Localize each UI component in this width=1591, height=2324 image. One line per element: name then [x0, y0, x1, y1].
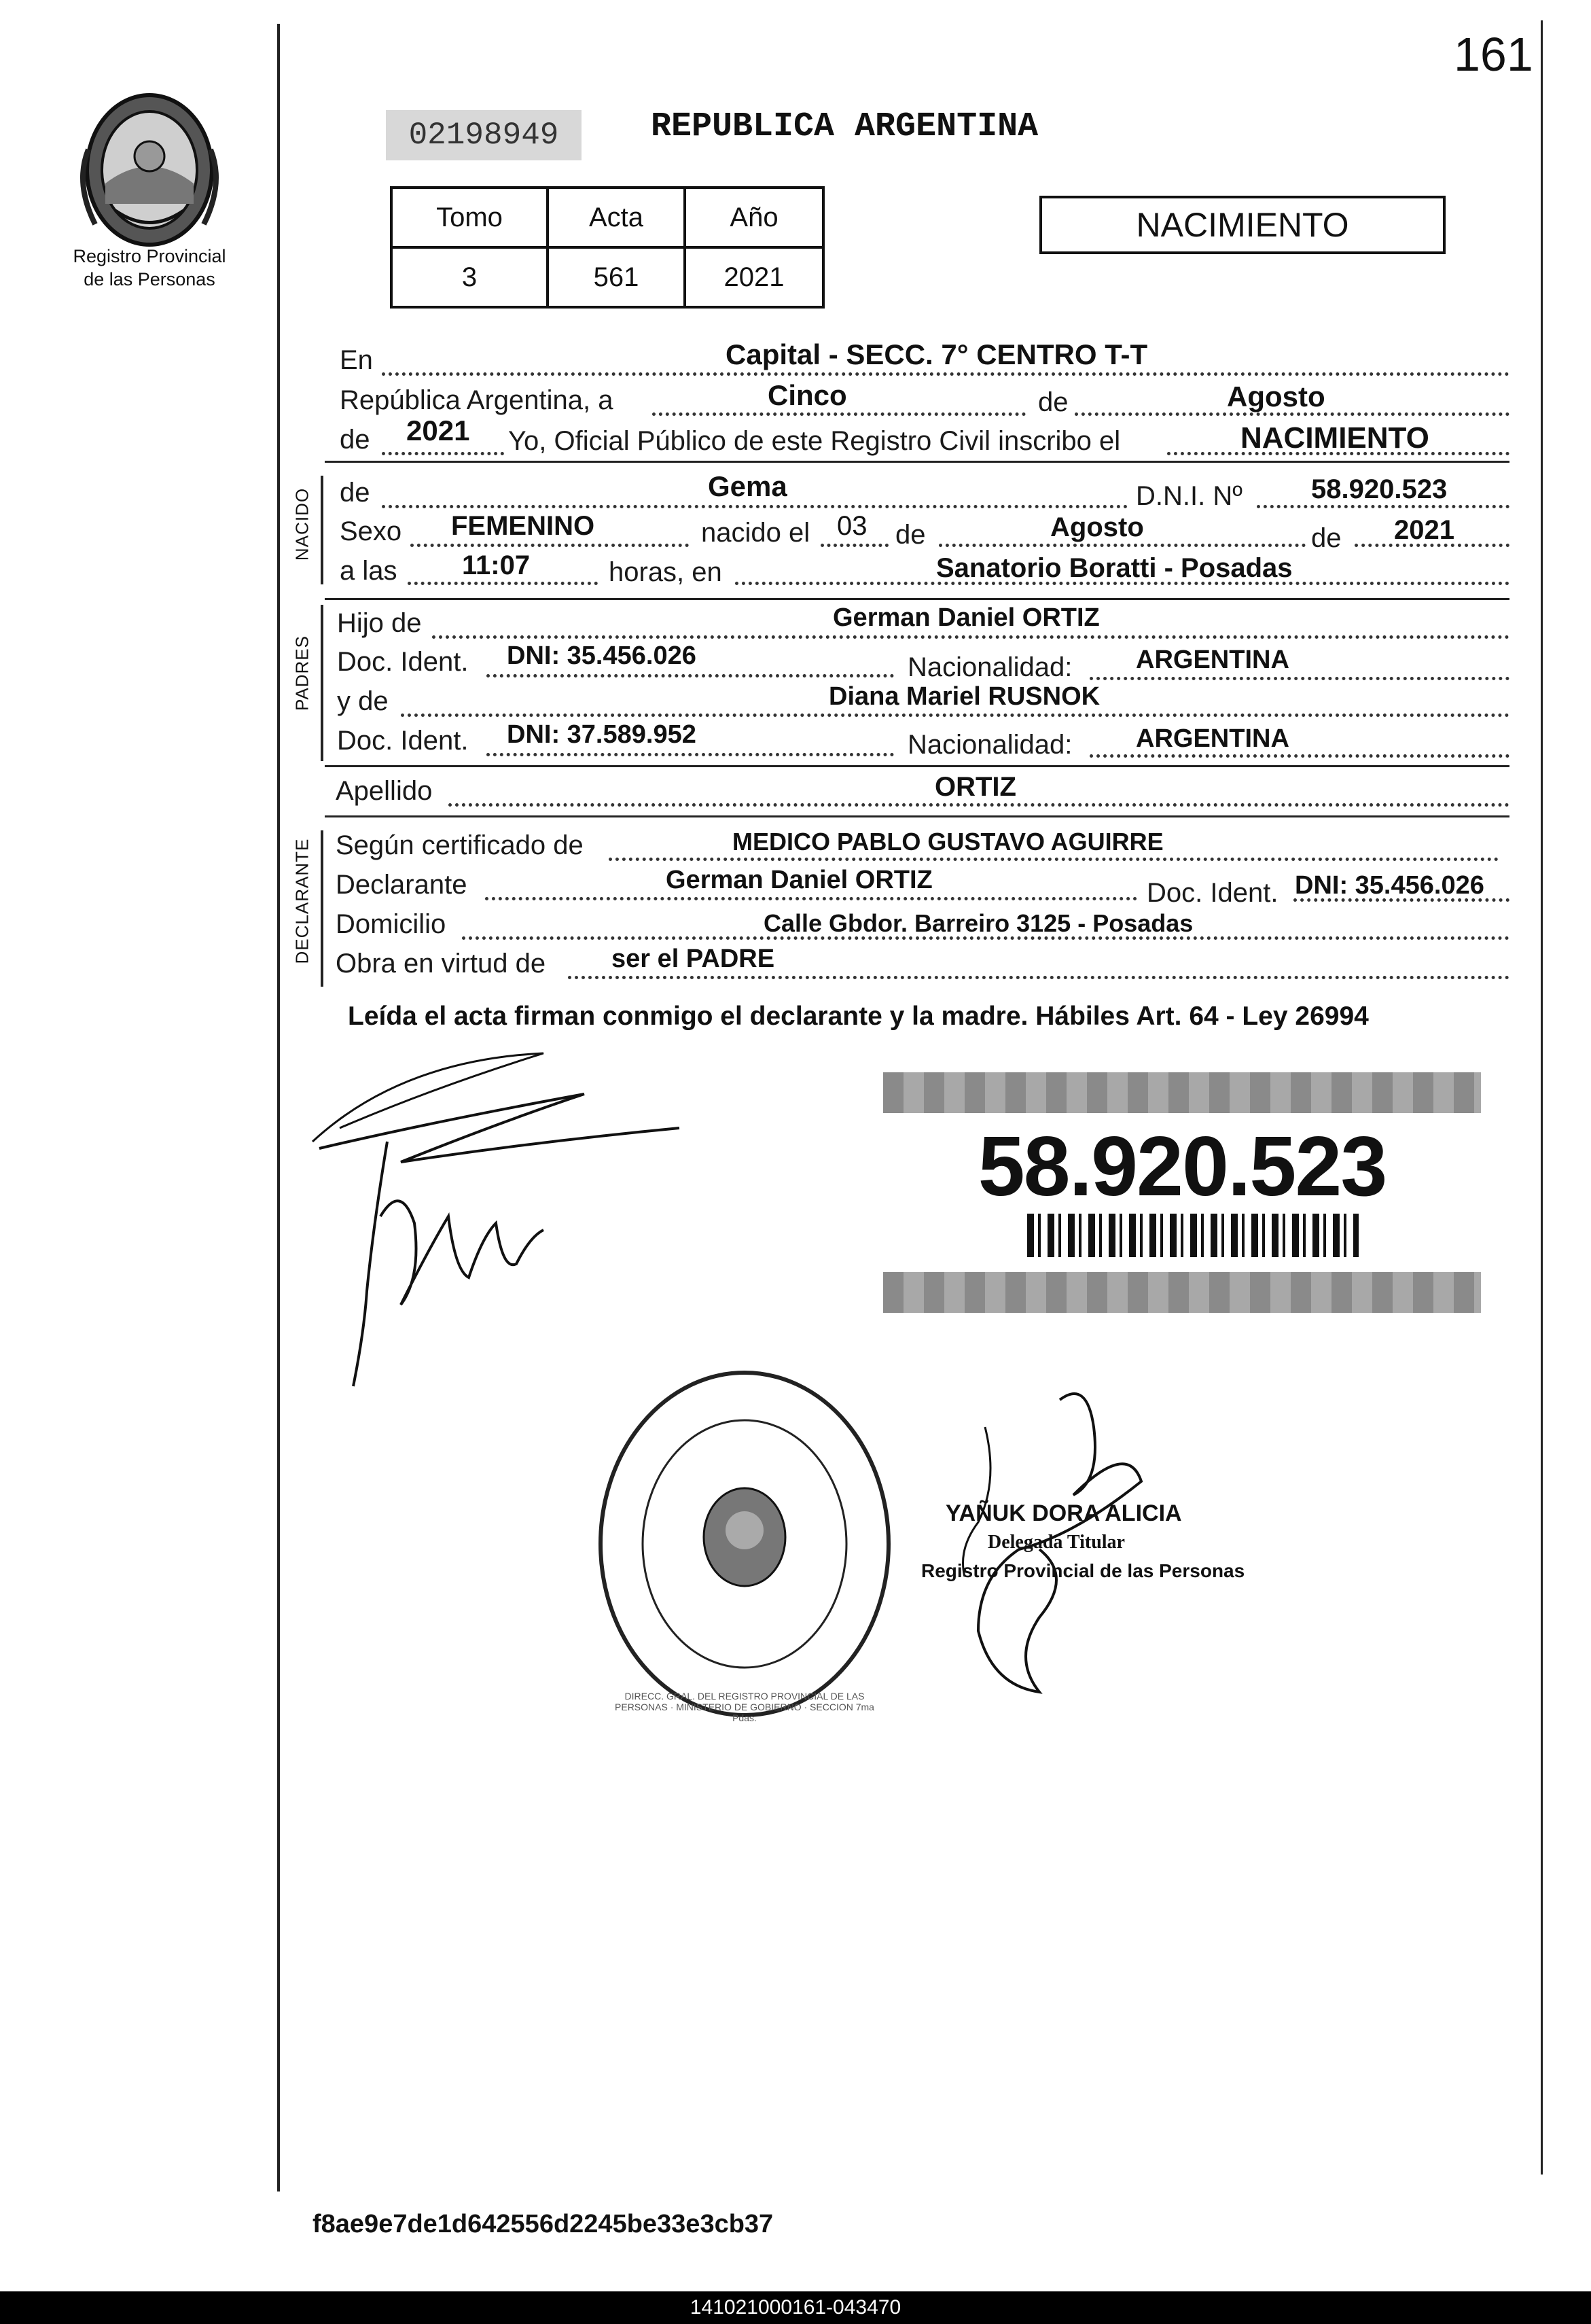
year-de-label: de [340, 425, 370, 455]
dotted-line [485, 897, 1137, 900]
declarant-doc: DNI: 35.456.026 [1295, 871, 1484, 900]
logo-caption-1: Registro Provincial [73, 246, 226, 266]
footer-code: 141021000161-043470 [690, 2296, 901, 2319]
dotted-line [1090, 754, 1509, 758]
declarant-name: German Daniel ORTIZ [666, 866, 933, 894]
section-bracket [321, 605, 323, 761]
child-of-label: Hijo de [337, 608, 422, 638]
birth-place: Sanatorio Boratti - Posadas [936, 553, 1293, 583]
table-header: Año [685, 188, 823, 247]
time-label: a las [340, 556, 397, 586]
and-label: y de [337, 686, 389, 716]
child-dni: 58.920.523 [1311, 474, 1448, 504]
dotted-line [652, 412, 1026, 416]
divider [325, 765, 1509, 767]
birth-month: Agosto [1050, 512, 1144, 542]
father-name: German Daniel ORTIZ [833, 603, 1100, 632]
dotted-line [408, 582, 598, 585]
table-cell: 2021 [685, 247, 823, 307]
table-header: Acta [548, 188, 685, 247]
birth-time: 11:07 [462, 550, 531, 580]
name-label: de [340, 478, 370, 508]
date-de-label: de [1038, 387, 1069, 417]
dotted-line [1257, 505, 1509, 508]
official-name: YAÑUK DORA ALICIA [946, 1500, 1182, 1526]
dotted-line [821, 544, 889, 547]
table-cell: 561 [548, 247, 685, 307]
official-office: Registro Provincial de las Personas [921, 1560, 1245, 1581]
declarant-doc-label: Doc. Ident. [1147, 878, 1279, 908]
nationality-label: Nacionalidad: [908, 730, 1073, 760]
birth-year: 2021 [1394, 515, 1454, 545]
birth-day: 03 [837, 511, 868, 541]
dotted-line [410, 544, 689, 547]
dotted-line [448, 803, 1509, 807]
dotted-line [609, 858, 1499, 861]
dotted-line [432, 635, 1509, 639]
declarant-label: Declarante [336, 870, 467, 900]
divider [325, 815, 1509, 817]
divider [325, 461, 1509, 463]
dni-sticker-number: 58.920.523 [978, 1120, 1387, 1214]
born-on-label: nacido el [701, 518, 810, 548]
basis-value: ser el PADRE [611, 945, 775, 973]
dni-sticker [883, 1072, 1481, 1313]
official-role: Delegada Titular [988, 1532, 1125, 1553]
dotted-line [939, 544, 1306, 547]
nationality-label: Nacionalidad: [908, 652, 1073, 682]
basis-label: Obra en virtud de [336, 949, 546, 979]
dotted-line [1090, 677, 1509, 680]
province-shield-icon [75, 88, 224, 251]
hours-label: horas, en [609, 557, 722, 587]
section-label-parents: PADRES [291, 635, 312, 711]
sex-label: Sexo [340, 516, 402, 546]
section-bracket [321, 830, 323, 987]
dni-label: D.N.I. Nº [1136, 481, 1243, 511]
document-hash: f8ae9e7de1d642556d2245be33e3cb37 [312, 2210, 774, 2238]
closing-text: Leída el acta firman conmigo el declarante y la madre. Hábiles Art. 64 - Ley 26994 [348, 1002, 1369, 1031]
address-value: Calle Gbdor. Barreiro 3125 - Posadas [764, 909, 1194, 937]
surname-value: ORTIZ [935, 772, 1016, 802]
dotted-line [568, 976, 1509, 979]
date-day: Cinco [768, 379, 847, 411]
dotted-line [382, 505, 1128, 508]
seal-text: DIRECC. GRAL. DEL REGISTRO PROVINCIAL DE LAS PERSONAS · MINISTERIO DE GOBIERNO · SECCION 7ma Pdas. [615, 1691, 874, 1723]
child-name: Gema [708, 470, 787, 502]
table-header: Tomo [391, 188, 548, 247]
page-number: 161 [1454, 28, 1533, 81]
left-margin-line [277, 24, 280, 2191]
father-doc: DNI: 35.456.026 [507, 641, 696, 670]
record-table [390, 186, 825, 309]
child-sex: FEMENINO [451, 511, 595, 541]
doc-label: Doc. Ident. [337, 726, 469, 756]
year-value: 2021 [406, 415, 470, 446]
certificate-label: Según certificado de [336, 830, 584, 860]
dotted-line [382, 372, 1509, 376]
document-title: REPUBLICA ARGENTINA [651, 107, 1039, 146]
doc-label: Doc. Ident. [337, 647, 469, 677]
father-nationality: ARGENTINA [1136, 646, 1289, 674]
dotted-line [486, 674, 894, 677]
right-margin-line [1541, 20, 1543, 2175]
province-logo [75, 88, 224, 251]
serial-number: 02198949 [386, 110, 582, 160]
place-value: Capital - SECC. 7° CENTRO T-T [726, 338, 1148, 370]
act-type: NACIMIENTO [1240, 421, 1429, 455]
date-month: Agosto [1227, 381, 1325, 412]
official-seal [595, 1367, 894, 1721]
mother-nationality: ARGENTINA [1136, 724, 1289, 753]
section-label-declarant: DECLARANTE [291, 838, 312, 964]
mother-doc: DNI: 37.589.952 [507, 720, 696, 749]
mother-name: Diana Mariel RUSNOK [829, 682, 1101, 711]
section-bracket [321, 476, 323, 584]
dotted-line [401, 714, 1509, 717]
officer-statement: Yo, Oficial Público de este Registro Civil inscribo el [508, 426, 1121, 456]
de-label: de [1311, 523, 1342, 553]
divider [325, 598, 1509, 600]
place-label: En [340, 345, 373, 375]
certificate-value: MEDICO PABLO GUSTAVO AGUIRRE [732, 828, 1164, 856]
footer-bar [0, 2291, 1591, 2324]
barcode [1027, 1214, 1359, 1257]
address-label: Domicilio [336, 909, 446, 939]
section-label-born: NACIDO [291, 487, 312, 561]
date-label: República Argentina, a [340, 385, 613, 415]
table-cell: 3 [391, 247, 548, 307]
de-label: de [895, 520, 926, 550]
record-type-box: NACIMIENTO [1039, 196, 1446, 254]
logo-caption-2: de las Personas [84, 269, 215, 289]
surname-label: Apellido [336, 776, 433, 806]
dotted-line [382, 452, 504, 455]
declarant-signature [299, 1046, 693, 1400]
dotted-line [486, 753, 894, 756]
